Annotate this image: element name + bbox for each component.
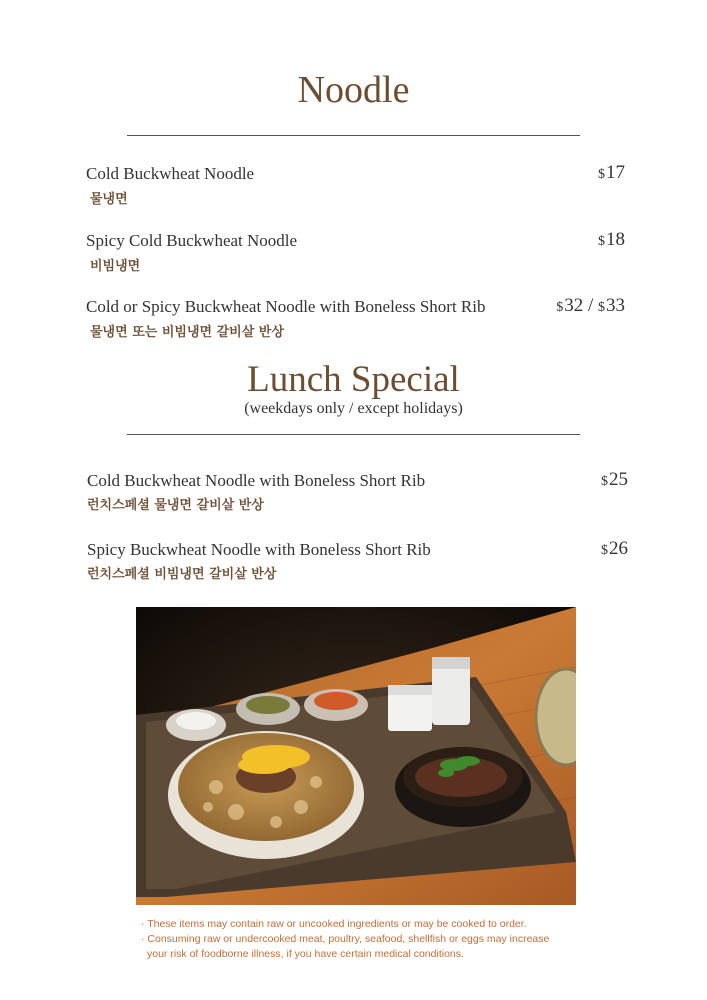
menu-item-price: [556, 295, 625, 317]
price-value: 26: [609, 538, 628, 559]
disclaimer-line: [141, 947, 581, 962]
disclaimer-text: These items may contain raw or uncooked ingredients or may be cooked to order.: [147, 918, 527, 930]
menu-item-price: [601, 538, 628, 560]
menu-item-korean-text: 물냉면 또는 비빔냉면 갈비살 반상: [90, 325, 284, 340]
menu-item-korean: 물냉면: [90, 192, 128, 207]
menu-item-korean: 비빔냉면: [90, 259, 141, 274]
lunch-section-title: Lunch Special: [247, 359, 460, 400]
menu-item-name: Spicy Cold Buckwheat Noodle: [86, 231, 298, 250]
currency-symbol: $: [598, 167, 605, 182]
currency-symbol: $: [598, 234, 605, 249]
currency-symbol: $: [556, 300, 564, 315]
menu-item-name: Cold or Spicy Buckwheat Noodle with Boneless Short Rib: [86, 297, 486, 316]
lunch-section-subtitle: (weekdays only / except holidays): [244, 400, 463, 417]
currency-symbol: $: [601, 543, 608, 558]
bullet: ·: [141, 918, 145, 930]
food-photo: [136, 607, 576, 905]
bullet: ·: [141, 933, 145, 945]
price-separator: /: [587, 295, 594, 316]
menu-item-price: [601, 469, 628, 491]
menu-item-korean: 런치스페셜 물냉면 갈비살 반상: [87, 498, 264, 513]
price-value: 32: [564, 295, 584, 316]
noodle-divider: [127, 135, 580, 136]
menu-item-name: Cold Buckwheat Noodle with Boneless Short Rib: [87, 471, 426, 490]
disclaimer-notes: [141, 917, 581, 962]
currency-symbol: $: [598, 300, 605, 315]
menu-item-korean: 런치스페셜 비빔냉면 갈비살 반상: [87, 567, 277, 582]
menu-item-price: [598, 162, 625, 184]
price-value: 18: [606, 229, 625, 250]
price-value: 17: [606, 162, 625, 183]
price-value: 33: [606, 295, 625, 316]
menu-item-price: [598, 229, 625, 251]
disclaimer-line: [141, 932, 581, 947]
menu-item-korean: [90, 321, 284, 340]
noodle-section-title: Noodle: [297, 69, 410, 111]
disclaimer-text: your risk of foodborne illness, if you have certain medical conditions.: [147, 948, 464, 960]
price-value: 25: [609, 469, 628, 490]
menu-item-name: Spicy Buckwheat Noodle with Boneless Short Rib: [87, 540, 431, 559]
menu-item-name: Cold Buckwheat Noodle: [86, 164, 255, 183]
disclaimer-text: Consuming raw or undercooked meat, poultry, seafood, shellfish or eggs may increase: [147, 933, 550, 945]
disclaimer-line: [141, 917, 581, 932]
currency-symbol: $: [601, 474, 608, 489]
lunch-divider: [127, 434, 580, 435]
